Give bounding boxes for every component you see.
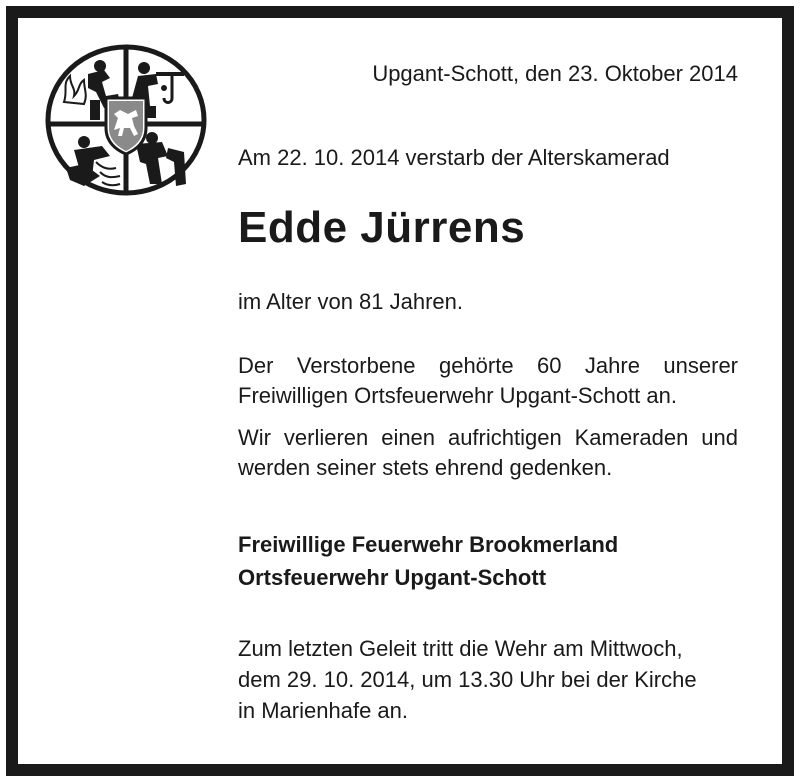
organization-line-2: Ortsfeuerwehr Upgant-Schott: [238, 565, 547, 590]
funeral-line-3: in Marienhafe an.: [238, 698, 408, 723]
remembrance-paragraph: Wir verlieren einen aufrichtigen Kameraden und werden seiner stets ehrend gedenken.: [238, 425, 738, 480]
funeral-line-1: Zum letzten Geleit tritt die Wehr am Mittwoch,: [238, 636, 683, 661]
intro-text: Am 22. 10. 2014 verstarb der Alterskamerad: [238, 145, 670, 170]
age-text: im Alter von 81 Jahren.: [238, 289, 464, 314]
membership-paragraph: Der Verstorbene gehörte 60 Jahre unserer Freiwilligen Ortsfeuerwehr Upgant-Schott an.: [238, 353, 738, 408]
funeral-info: [238, 633, 697, 726]
deceased-name: Edde Jürrens: [238, 203, 526, 252]
funeral-line-2: dem 29. 10. 2014, um 13.30 Uhr bei der Kirche: [238, 667, 697, 692]
fire-brigade-emblem-icon: [44, 44, 208, 196]
dateline: Upgant-Schott, den 23. Oktober 2014: [372, 61, 738, 86]
organization-signature: [238, 528, 618, 594]
organization-line-1: Freiwillige Feuerwehr Brookmerland: [238, 532, 619, 557]
